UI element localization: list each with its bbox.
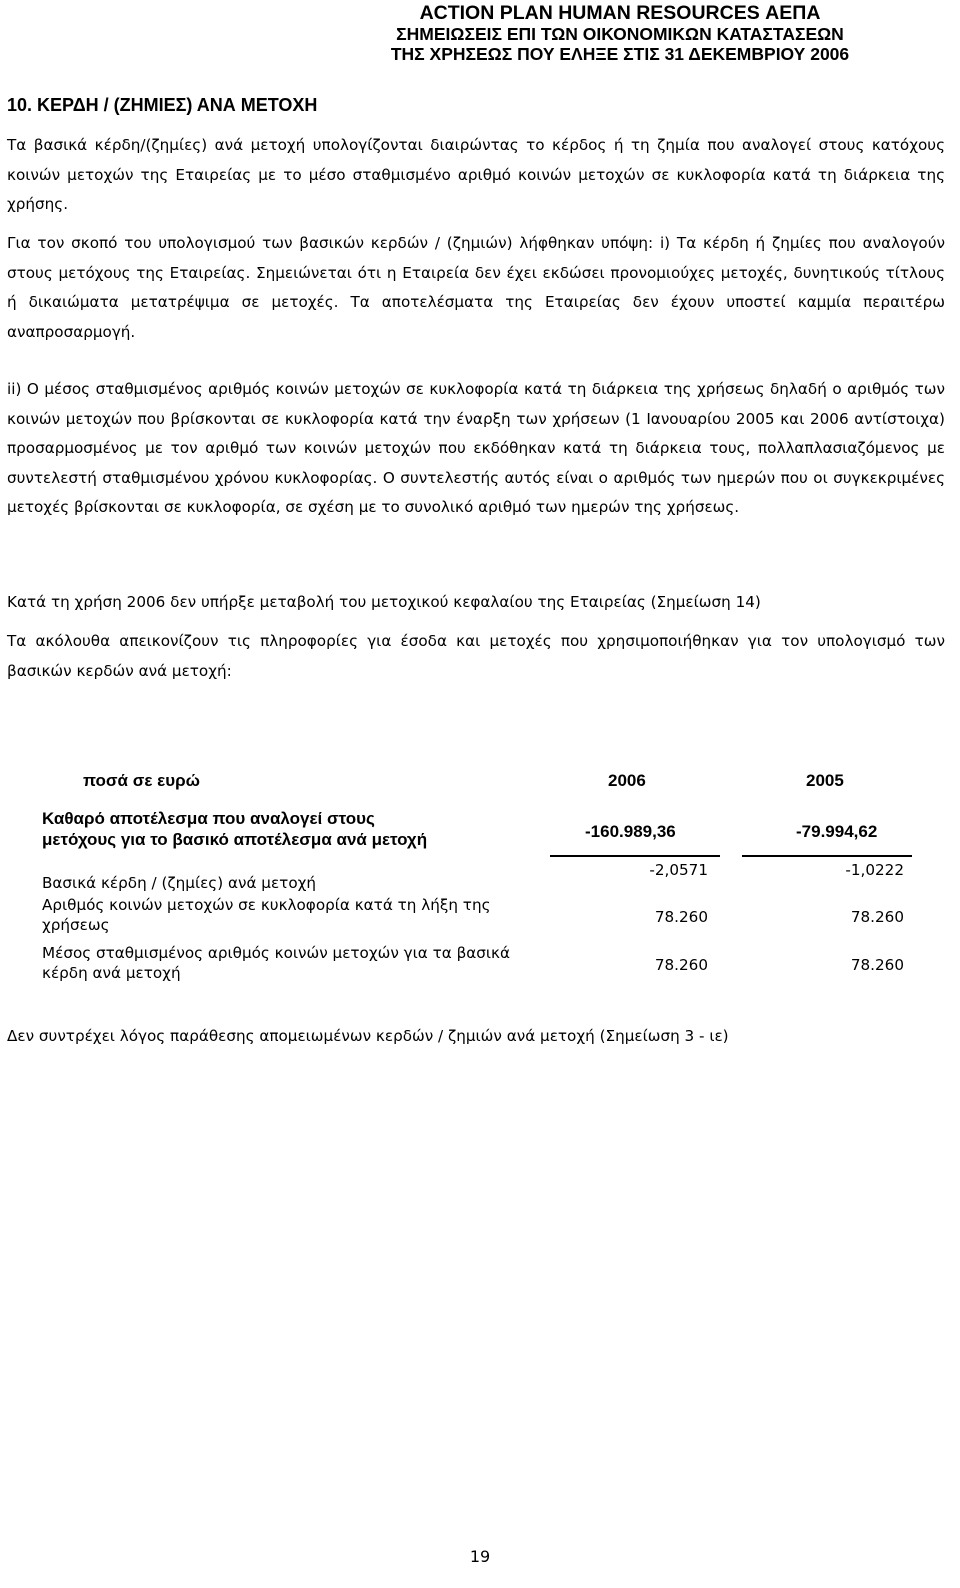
section-title: 10. ΚΕΡΔΗ / (ΖΗΜΙΕΣ) ΑΝΑ ΜΕΤΟΧΗ [7, 95, 318, 115]
net-result-label-line2: μετόχους για το βασικό αποτέλεσμα ανά μετοχή [42, 830, 428, 849]
fiscal-year-title: ΤΗΣ ΧΡΗΣΕΩΣ ΠΟΥ ΕΛΗΞΕ ΣΤΙΣ 31 ΔΕΚΕΜΒΡΙΟΥ 2006 [390, 44, 850, 64]
page-number: 19 [469, 1547, 491, 1566]
paragraph-basis: Για τον σκοπό του υπολογισμού των βασικών κερδών / (ζημιών) λήφθηκαν υπόψη: i) Τα κέρδη ή ζημίες που αναλογούν στους μετόχους της Εταιρείας. Σημειώνεται ότι η Εταιρεία δεν έχει εκδώσει προνομιούχες μετοχές, δυνητικούς τίτλους ή δικαιώματα μετατρέψιμα σε μετοχές. Τα αποτελέσματα της Εταιρείας δεν έχουν υποστεί καμμία περαιτέρω αναπροσαρμογή. [7, 234, 945, 341]
net-result-2005: -79.994,62 [796, 822, 878, 841]
row-value-basic-eps-2005: -1,0222 [845, 861, 904, 879]
column-rule-2006 [550, 855, 720, 857]
column-rule-2005 [742, 855, 912, 857]
table-header-label: ποσά σε ευρώ [83, 771, 200, 790]
net-result-label-line1: Καθαρό αποτέλεσμα που αναλογεί στους [42, 809, 375, 828]
document-header [300, 2, 940, 64]
row-label-shares-outstanding: Αριθμός κοινών μετοχών σε κυκλοφορία κατά τη λήξη της χρήσεως [42, 896, 491, 934]
row-label-basic-eps: Βασικά κέρδη / (ζημίες) ανά μετοχή [42, 874, 317, 892]
paragraph-definition: Τα βασικά κέρδη/(ζημίες) ανά μετοχή υπολογίζονται διαιρώντας το κέρδος ή τη ζημία που αναλογεί στους κατόχους κοινών μετοχών της Εταιρείας με το μέσο σταθμισμένο αριθμό κοινών μετοχών σε κυκλοφορία κατά τη διάρκεια της χρήσης. [7, 136, 945, 213]
row-value-shares-outstanding-2006: 78.260 [654, 908, 708, 926]
row-value-shares-outstanding-2005: 78.260 [850, 908, 904, 926]
company-name: ACTION PLAN HUMAN RESOURCES ΑΕΠΑ [419, 2, 821, 24]
net-result-2006: -160.989,36 [585, 822, 676, 841]
paragraph-table-intro: Τα ακόλουθα απεικονίζουν τις πληροφορίες για έσοδα και μετοχές που χρησιμοποιήθηκαν για τον υπολογισμό των βασικών κερδών ανά μετοχή: [7, 632, 945, 680]
paragraph-diluted-note: Δεν συντρέχει λόγος παράθεσης απομειωμένων κερδών / ζημιών ανά μετοχή (Σημείωση 3 - ιε) [7, 1027, 729, 1045]
row-value-weighted-shares-2006: 78.260 [654, 956, 708, 974]
row-value-basic-eps-2006: -2,0571 [649, 861, 708, 879]
row-value-weighted-shares-2005: 78.260 [850, 956, 904, 974]
paragraph-weighted-average: ii) Ο μέσος σταθμισμένος αριθμός κοινών μετοχών σε κυκλοφορία κατά τη διάρκεια της χρήσεως δηλαδή ο αριθμός των κοινών μετοχών που βρίσκονται σε κυκλοφορία κατά την έναρξη των χρήσεων (1 Ιανουαρίου 2005 και 2006 αντίστοιχα) προσαρμοσμένος με τον αριθμό των κοινών μετοχών που εκδόθηκαν κατά τη διάρκεια τους, πολλαπλασιαζόμενος με συντελεστή σταθμισμένου χρόνου κυκλοφορίας. Ο συντελεστής αυτός είναι ο αριθμός των ημερών που οι συγκεκριμένες μετοχές βρίσκονται σε κυκλοφορία, σε σχέση με το συνολικό αριθμό των ημερών της χρήσεως. [7, 380, 945, 516]
row-label-weighted-shares: Μέσος σταθμισμένος αριθμός κοινών μετοχών για τα βασικά κέρδη ανά μετοχή [42, 944, 511, 982]
table-header-2005: 2005 [806, 771, 844, 790]
table-header-2006: 2006 [608, 771, 646, 790]
notes-title: ΣΗΜΕΙΩΣΕΙΣ ΕΠΙ ΤΩΝ ΟΙΚΟΝΟΜΙΚΩΝ ΚΑΤΑΣΤΑΣΕΩΝ [396, 24, 844, 44]
paragraph-capital-change: Κατά τη χρήση 2006 δεν υπήρξε μεταβολή του μετοχικού κεφαλαίου της Εταιρείας (Σημείωση 14) [7, 593, 761, 611]
net-result-label [42, 808, 542, 850]
